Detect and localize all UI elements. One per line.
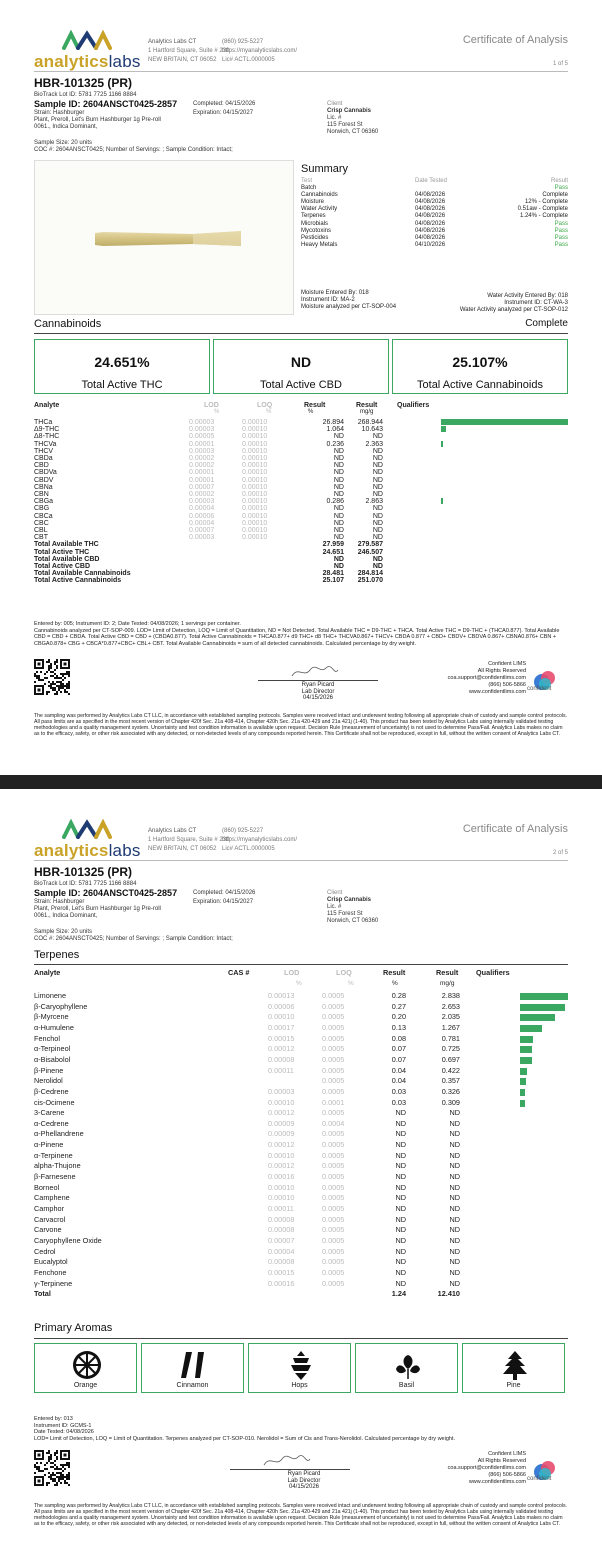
summary-row: Pesticides 04/08/2026 Pass (301, 234, 568, 241)
aroma-cinnamon: Cinnamon (141, 1343, 244, 1393)
water-activity-info: Water Activity Entered By: 018 Instrument ID: CT-WA-3 Water Activity analyzed per CT-SOP-012 (459, 293, 568, 313)
table-row: CBNa 0.00007 0.00010 ND ND (34, 483, 383, 491)
table-units: % % % mg/g (214, 409, 374, 415)
coa-page-1 (0, 0, 602, 775)
table-row: α-Humulene 0.00017 0.0005 0.13 1.267 (34, 1023, 568, 1034)
signature-line (230, 1469, 350, 1470)
result-bar (441, 441, 443, 447)
logo-wordmark: analyticslabs (34, 841, 141, 860)
table-row: Nerolidol 0.0005 0.04 0.357 (34, 1076, 568, 1087)
table-row: Borneol 0.00010 0.0005 ND ND (34, 1182, 460, 1192)
divider (34, 860, 568, 861)
result-bar (520, 1089, 525, 1096)
table-row: alpha-Thujone 0.00012 0.0005 ND ND (34, 1161, 460, 1171)
confident-brand: confident (527, 1476, 552, 1482)
product-description: Strain: Hashburger Plant, Preroll, Let's Burn Hashburger 1g Pre-roll 0061., Indica Dominant, (34, 899, 161, 919)
page-number: 1 of 5 (552, 61, 568, 67)
disclaimer: The sampling was performed by Analytics Labs CT LLC, in accordance with established sampling protocols. Samples were received intact and underwent testing following all appropriate chain of custody and sample control protocols. All pass limits are as specified in the most recent version of Chapter 420f Sec. 21a 408-414, Chapter 420h Sec. 21a 420-429 and 21a 421j (1-40). This product has been tested by Analytics Labs using internally validated testing methodologies and a quality management system. Uncertainty and test condition information is available upon request. Decision Rule (measurement of uncertainty) is not used to determine Pass/Fail. Analytics Labs makes no claim as to the efficacy, safety, or other risk associated with any detected, or non-detected levels of any compounds reported herein. This Certificate shall not be reproduced, except in full, without the written consent of Analytics Labs CT. (34, 1503, 568, 1527)
table-row: β-Farnesene 0.00016 0.0005 ND ND (34, 1172, 460, 1182)
table-row: Δ8-THC 0.00005 0.00010 ND ND (34, 433, 383, 441)
table-row: CBDVa 0.00001 0.00010 ND ND (34, 469, 383, 477)
table-row: Cedrol 0.00004 0.0005 ND ND (34, 1246, 460, 1256)
terpene-notes: Entered by: 013 Instrument ID: GCMS-1 Date Tested: 04/08/2026 LOD= Limit of Detection, LOQ = Limit of Quantitation. Terpenes analyzed per CT-SOP-010. Nerolidol = Sum of Cis and Trans-Nerolidol. Calculated percentage by dry weight. (34, 1416, 456, 1442)
summary-row: Microbials 04/08/2026 Pass (301, 220, 568, 227)
basil-icon (392, 1349, 424, 1381)
total-row: Total Active CBD ND ND (34, 563, 383, 570)
table-row: CBCa 0.00006 0.00010 ND ND (34, 512, 383, 520)
completed-date: Completed: 04/15/2026 (193, 101, 256, 107)
summary-row: Heavy Metals 04/10/2026 Pass (301, 241, 568, 248)
table-row: β-Pinene 0.00011 0.0005 0.04 0.422 (34, 1066, 568, 1077)
confident-lims-info: Confident LIMS All Rights Reserved coa.support@confidentlims.com (866) 506-5866 www.confidentlims.com (447, 661, 526, 695)
table-header: Analyte CAS # LOD LOQ Result Result Qualifiers (34, 968, 510, 977)
summary-row: Terpenes 04/08/2026 1.24% - Complete (301, 213, 568, 220)
total-row: Total 1.24 12.410 (34, 1289, 460, 1299)
table-row: α-Cedrene 0.00009 0.0004 ND ND (34, 1118, 460, 1128)
result-bar (520, 993, 568, 1000)
coc-line: COC #: 2604ANSCT0425; Number of Servings: ; Sample Condition: Intact; (34, 147, 233, 153)
disclaimer: The sampling was performed by Analytics Labs CT LLC, in accordance with established sampling protocols. Samples were received intact and underwent testing following all appropriate chain of custody and sample control protocols. All pass limits are as specified in the most recent version of Chapter 420f Sec. 21a 408-414, Chapter 420h Sec. 21a 420-429 and 21a 421j (1-40). This product has been tested by Analytics Labs using internally validated testing methodologies and a quality management system. Uncertainty and test condition information is available upon request. Decision Rule (measurement of uncertainty) is not used to determine Pass/Fail. Analytics Labs makes no claim as to the efficacy, safety, or other risk associated with any detected, or non-detected levels of any compounds reported herein. This Certificate shall not be reproduced, except in full, without the written consent of Analytics Labs CT. (34, 713, 568, 737)
aroma-orange: Orange (34, 1343, 137, 1393)
hops-icon (285, 1349, 317, 1381)
table-row: Camphene 0.00010 0.0005 ND ND (34, 1193, 460, 1203)
result-bar (520, 1078, 526, 1085)
total-row: Total Available THC 27.959 279.587 (34, 541, 383, 549)
qr-code-icon[interactable] (34, 659, 70, 695)
table-row: CBN 0.00002 0.00010 ND ND (34, 491, 383, 498)
terpenes-title: Terpenes (34, 949, 80, 961)
page-number: 2 of 5 (552, 850, 568, 856)
aroma-basil: Basil (355, 1343, 458, 1393)
total-row: Total Available CBD ND ND (34, 555, 383, 563)
lab-contact: (860) 925-5227 https://myanalyticslabs.com/ Lic# ACTL.0000005 (222, 828, 298, 852)
table-row: CBG 0.00004 0.00010 ND ND (34, 505, 383, 513)
lab-website-link[interactable]: https://myanalyticslabs.com/ (222, 837, 298, 843)
signature-icon (290, 664, 340, 680)
analytics-labs-logo-icon (62, 30, 112, 50)
table-row: Carvone 0.00008 0.0005 ND ND (34, 1225, 460, 1235)
table-row: Fenchol 0.00015 0.0005 0.08 0.781 (34, 1034, 568, 1045)
signature-line (258, 680, 378, 681)
total-active-cannabinoids-box: 25.107% Total Active Cannabinoids (392, 339, 568, 394)
cannabinoid-notes: Entered by: 005; Instrument ID: 2; Date Tested: 04/08/2026; 1 servings per container. Cannabinoids analyzed per CT-SOP-009. LOD= Limit of Detection, LOQ = Limit of Quantitation, ND = Not Detected. Total Available THC = D9-THC + THCA. Total Active THC = D9-THC + (THCA0.877). Total Available CBD = CBD + CBDA. Total Active CBD = CBD + (CBDA0.877). Total Active Cannabinoids = THCA0.877+ d9 THC+ d8 THC+ THCVA0.867+ THCV+ CBDA 0.877 + CBD+ CBDV+ CBDVA 0.867+ CBNA0.876+ CBN + CBGA0.878+ CBG + CBCA*0.877+CBC+ CBL+ CBT. Total Available Cannabinoids = sum of all detected cannabinoids. Calculated percentage by dry weight. (34, 621, 560, 647)
analytics-labs-logo-icon (62, 819, 112, 839)
divider (34, 71, 568, 72)
product-description: Strain: Hashburger Plant, Preroll, Let's Burn Hashburger 1g Pre-roll 0061., Indica Dominant, (34, 110, 161, 130)
signatory: Ryan Picard Lab Director 04/15/2026 (301, 682, 335, 701)
table-row: THCV 0.00003 0.00010 ND ND (34, 447, 383, 455)
preroll-image-icon (93, 227, 243, 251)
result-bar (520, 1004, 565, 1011)
sample-size: Sample Size: 20 units (34, 140, 93, 146)
lab-contact: (860) 925-5227 https://myanalyticslabs.com/ Lic# ACTL.0000005 (222, 39, 298, 63)
client-info: Client Crisp Cannabis Lic. # 115 Forest St Norwich, CT 06360 (327, 890, 379, 924)
table-row: Fenchone 0.00015 0.0005 ND ND (34, 1267, 460, 1277)
table-row: THCVa 0.00001 0.00010 0.236 2.363 (34, 441, 568, 448)
signature-icon (262, 1453, 312, 1469)
result-bar (520, 1046, 532, 1053)
total-row: Total Active THC 24.651 246.507 (34, 548, 383, 556)
result-bar (520, 1036, 533, 1043)
summary-row: Mycotoxins 04/08/2026 Pass (301, 227, 568, 234)
result-bar (441, 419, 568, 425)
total-row: Total Available Cannabinoids 28.481 284.814 (34, 570, 383, 578)
divider (34, 333, 568, 334)
primary-aromas-title: Primary Aromas (34, 1322, 113, 1334)
table-row: CBDV 0.00001 0.00010 ND ND (34, 476, 383, 484)
table-row: cis-Ocimene 0.00010 0.0001 0.03 0.309 (34, 1098, 568, 1109)
confident-lims-info: Confident LIMS All Rights Reserved coa.support@confidentlims.com (866) 506-5866 www.confidentlims.com (447, 1451, 526, 1485)
table-row: Δ9-THC 0.00003 0.00010 1.064 10.643 (34, 426, 568, 433)
product-id: HBR-101325 (PR) (34, 76, 133, 90)
pine-icon (499, 1349, 531, 1381)
orange-icon (71, 1349, 103, 1381)
aroma-hops: Hops (248, 1343, 351, 1393)
table-row: CBC 0.00004 0.00010 ND ND (34, 519, 383, 527)
cinnamon-icon (178, 1349, 210, 1381)
document-title: Certificate of Analysis (462, 823, 568, 835)
summary-row: Cannabinoids 04/08/2026 Complete (301, 192, 568, 199)
total-active-cbd-box: ND Total Active CBD (213, 339, 389, 394)
table-row: Caryophyllene Oxide 0.00007 0.0005 ND ND (34, 1235, 460, 1245)
sample-size: Sample Size: 20 units (34, 929, 93, 935)
divider (34, 964, 568, 965)
summary-row: Water Activity 04/08/2026 0.51aw - Complete (301, 206, 568, 213)
summary-table: Test Date Tested Result Batch Pass Cannabinoids 04/08/2026 Complete Moisture 04/08/2026 12% - Complete Water Activity 04/08/2026 0.51aw - Complete Terpenes 04/08/2026 1.24% - Complete Microbials 04/08/2026 Pass Mycotoxins 04/08/2026 Pass Pesticides 04/08/2026 Pass Heavy Metals 04/10/2026 Pass (301, 178, 568, 248)
table-row: Carvacrol 0.00008 0.0005 ND ND (34, 1214, 460, 1224)
table-row: α-Pinene 0.00012 0.0005 ND ND (34, 1140, 460, 1150)
table-row: CBT 0.00003 0.00010 ND ND (34, 534, 383, 542)
cannabinoids-title: Cannabinoids (34, 318, 102, 330)
logo-wordmark: analyticslabs (34, 52, 141, 71)
cannabinoids-status: Complete (525, 318, 568, 329)
table-row: CBL 0.00007 0.00010 ND ND (34, 527, 383, 534)
product-id: HBR-101325 (PR) (34, 865, 133, 879)
total-active-thc-box: 24.651% Total Active THC (34, 339, 210, 394)
result-bar (520, 1014, 555, 1021)
coc-line: COC #: 2604ANSCT0425; Number of Servings: ; Sample Condition: Intact; (34, 936, 233, 942)
page-separator (0, 775, 602, 789)
confident-brand: confident (527, 686, 552, 692)
table-row: α-Terpinene 0.00010 0.0005 ND ND (34, 1150, 460, 1160)
sample-id: Sample ID: 2604ANSCT0425-2857 (34, 888, 178, 898)
table-row: α-Phellandrene 0.00009 0.0005 ND ND (34, 1129, 460, 1139)
table-row: β-Cedrene 0.00003 0.0005 0.03 0.326 (34, 1087, 568, 1098)
aroma-pine: Pine (462, 1343, 565, 1393)
result-bar (520, 1025, 542, 1032)
client-info: Client Crisp Cannabis Lic. # 115 Forest St Norwich, CT 06360 (327, 101, 379, 135)
qr-code-icon[interactable] (34, 1450, 70, 1486)
expiration-date: Expiration: 04/15/2027 (193, 899, 254, 905)
table-row: γ-Terpinene 0.00016 0.0005 ND ND (34, 1278, 460, 1288)
table-row: THCa 0.00003 0.00010 26.894 268.944 (34, 419, 568, 426)
table-units: % % % mg/g (296, 980, 455, 987)
table-row: CBD 0.00002 0.00010 ND ND (34, 462, 383, 470)
result-bar (520, 1100, 525, 1107)
summary-title: Summary (301, 163, 349, 175)
table-row: Limonene 0.00013 0.0005 0.28 2.838 (34, 991, 568, 1002)
sample-id: Sample ID: 2604ANSCT0425-2857 (34, 99, 178, 109)
lab-address: Analytics Labs CT 1 Hartford Square, Suite # 230 NEW BRITAIN, CT 06052 (148, 828, 230, 852)
result-bar (441, 498, 443, 504)
signatory: Ryan Picard Lab Director 04/15/2026 (287, 1471, 321, 1490)
table-row: α-Bisabolol 0.00008 0.0005 0.07 0.697 (34, 1055, 568, 1066)
biotrack-lot: BioTrack Lot ID: 5781 7725 1166 8884 (34, 881, 137, 887)
summary-row: Moisture 04/08/2026 12% - Complete (301, 199, 568, 206)
table-row: CBDa 0.00002 0.00010 ND ND (34, 455, 383, 462)
table-row: β-Caryophyllene 0.00006 0.0005 0.27 2.653 (34, 1002, 568, 1013)
table-row: α-Terpineol 0.00012 0.0005 0.07 0.725 (34, 1044, 568, 1055)
table-row: Eucalyptol 0.00008 0.0005 ND ND (34, 1257, 460, 1267)
total-row: Total Active Cannabinoids 25.107 251.070 (34, 577, 383, 585)
lab-website-link[interactable]: https://myanalyticslabs.com/ (222, 48, 298, 54)
product-image (34, 160, 294, 315)
table-row: CBGa 0.00003 0.00010 0.286 2.863 (34, 498, 568, 505)
document-title: Certificate of Analysis (462, 34, 568, 46)
moisture-info: Moisture Entered By: 018 Instrument ID: MA-2 Moisture analyzed per CT-SOP-004 (301, 290, 397, 310)
expiration-date: Expiration: 04/15/2027 (193, 110, 254, 116)
result-bar (520, 1068, 527, 1075)
table-row: β-Myrcene 0.00010 0.0005 0.20 2.035 (34, 1012, 568, 1023)
summary-row: Batch Pass (301, 185, 568, 192)
biotrack-lot: BioTrack Lot ID: 5781 7725 1166 8884 (34, 92, 137, 98)
lab-address: Analytics Labs CT 1 Hartford Square, Suite # 230 NEW BRITAIN, CT 06052 (148, 39, 230, 63)
table-row: 3-Carene 0.00012 0.0005 ND ND (34, 1108, 460, 1118)
table-row: Camphor 0.00011 0.0005 ND ND (34, 1204, 460, 1213)
result-bar (520, 1057, 532, 1064)
divider (34, 1338, 568, 1339)
completed-date: Completed: 04/15/2026 (193, 890, 256, 896)
table-header: Analyte LOD LOQ Result Result Qualifiers (34, 402, 430, 409)
result-bar (441, 426, 446, 432)
